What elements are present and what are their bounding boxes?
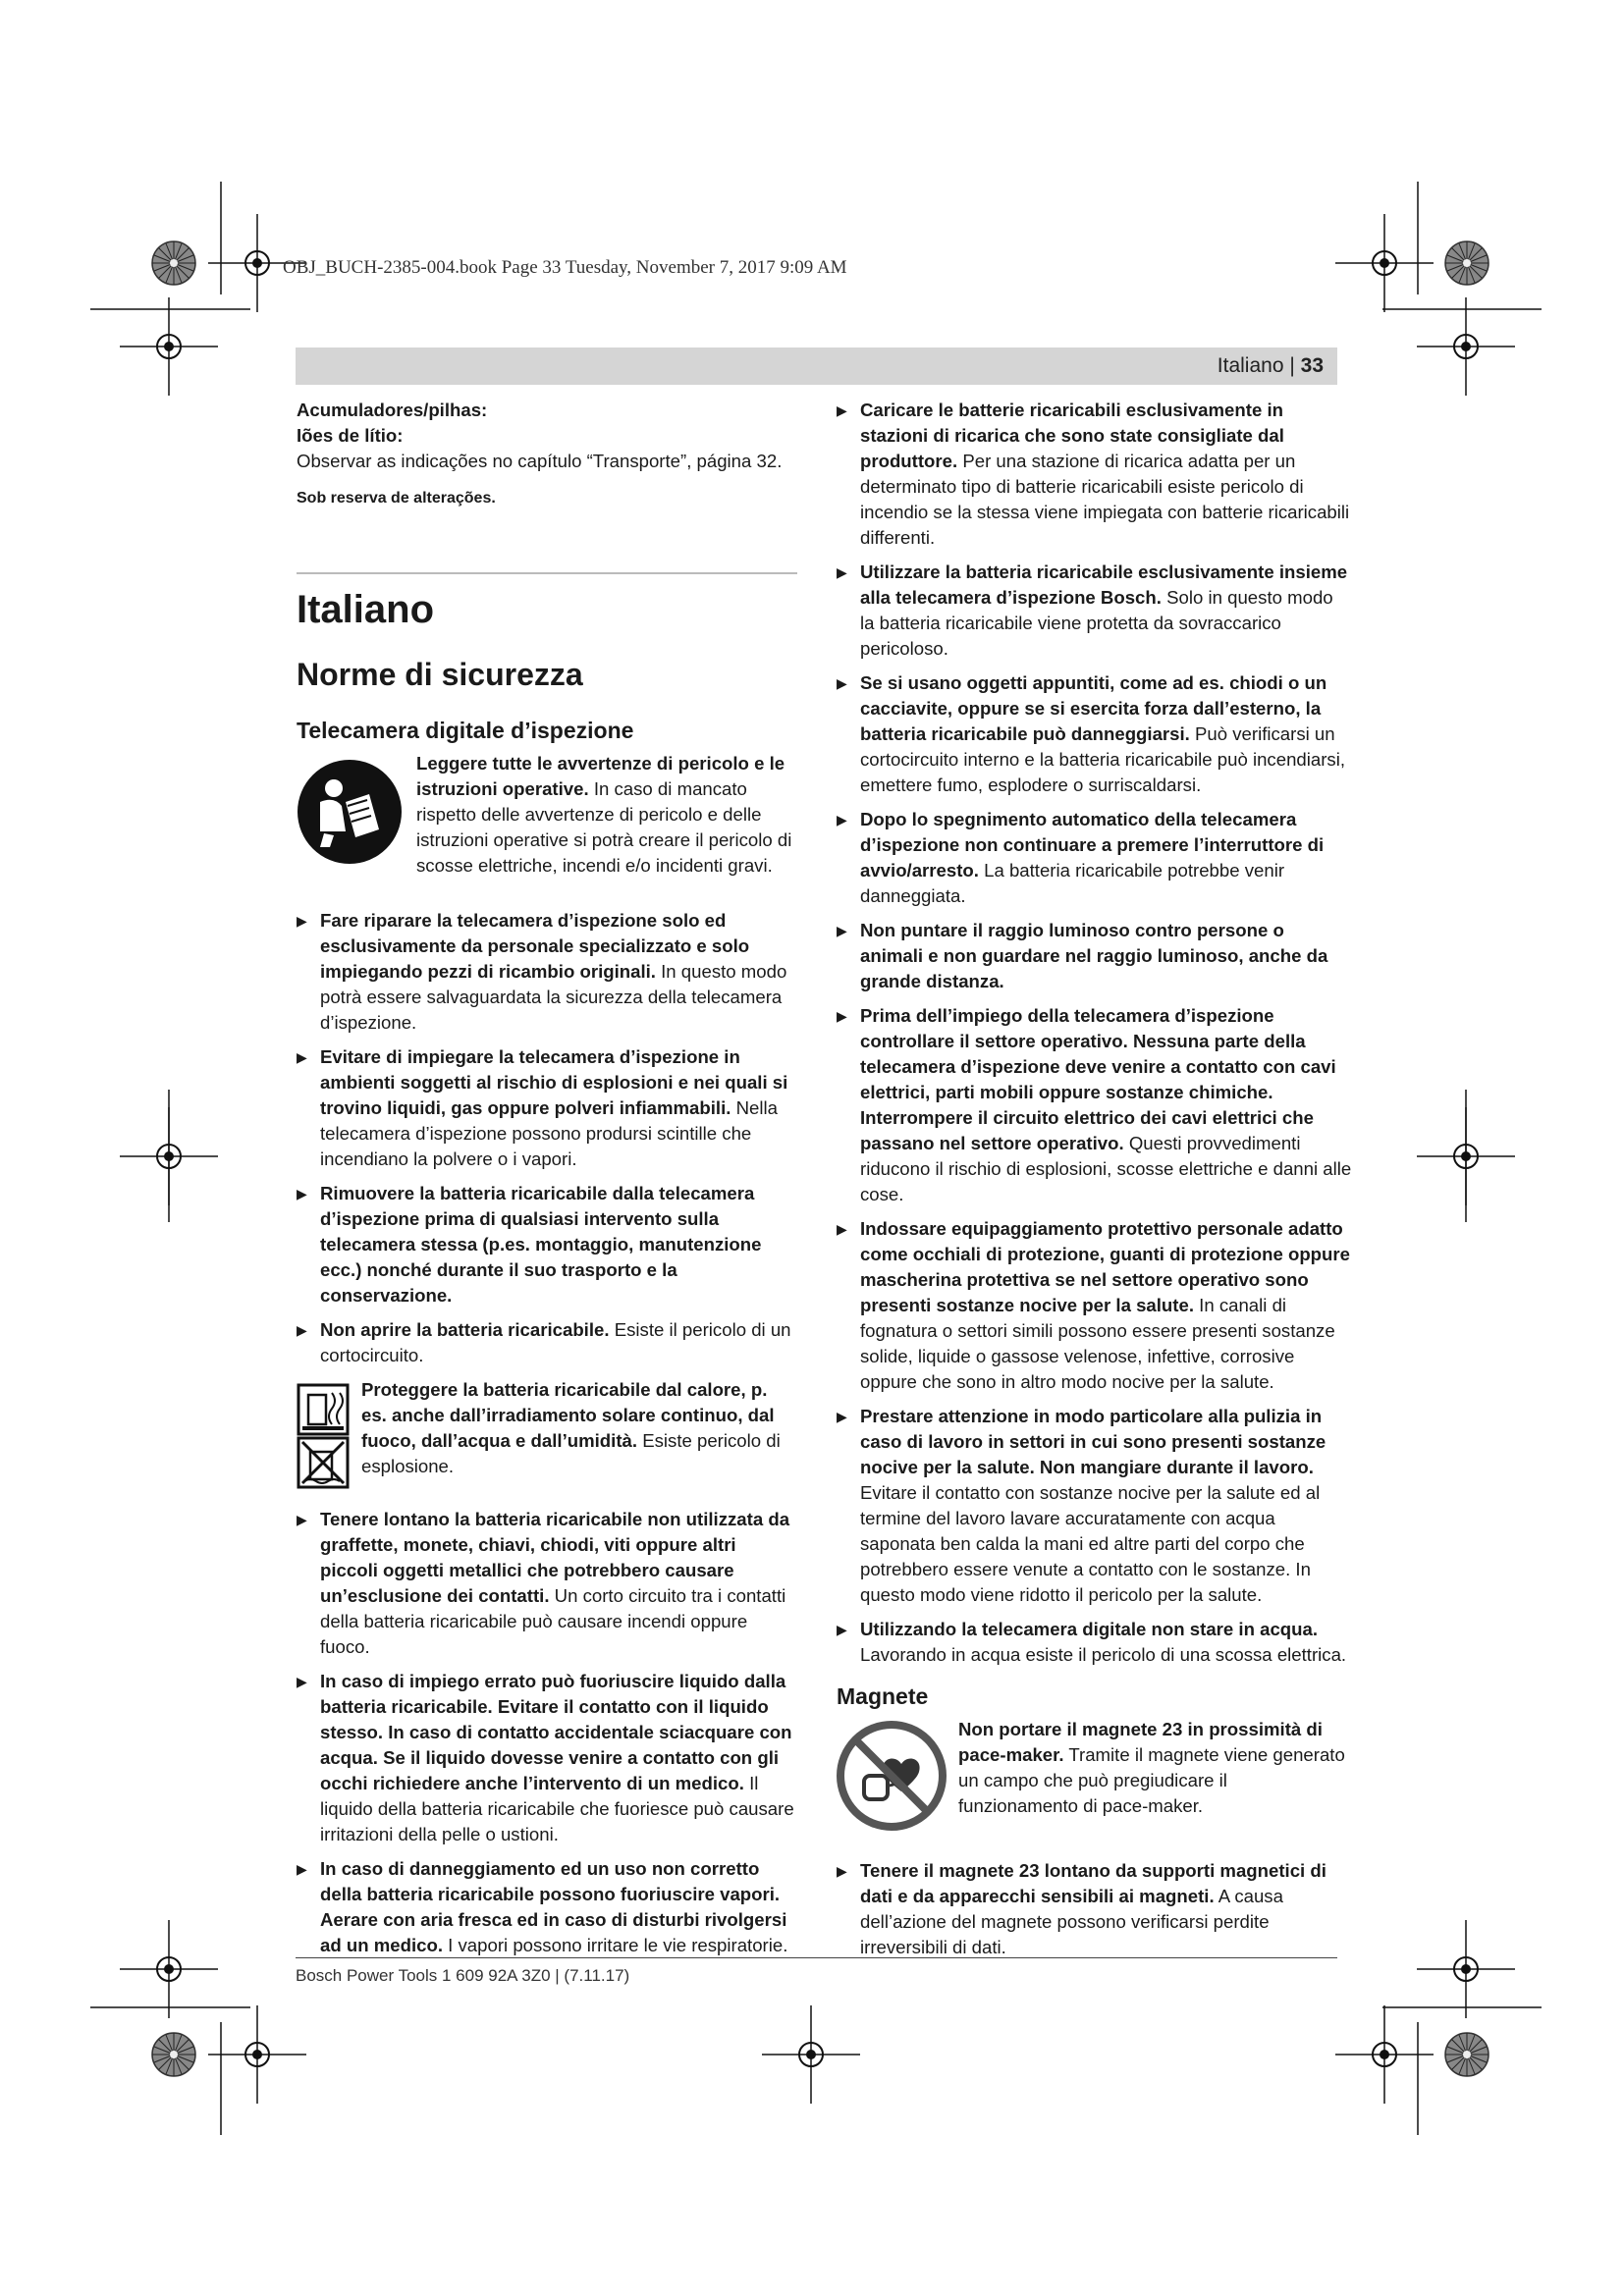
- list-item: [837, 1404, 1352, 1608]
- heat-warning-text: [361, 1377, 797, 1479]
- section-divider: [297, 572, 797, 574]
- item-bold: Prestare attenzione in modo particolare alla pulizia in caso di lavoro in settori in cui sono presenti sostanze nocive per la salute. Non mangiare durante il lavoro.: [860, 1406, 1326, 1477]
- prev-label-1: Acumuladores/pilhas:: [297, 400, 488, 420]
- item-text: La batteria ricaricabile potrebbe venir danneggiata.: [860, 860, 1285, 906]
- list-item: [297, 1856, 797, 1958]
- section-title: Norme di sicurezza: [297, 657, 583, 692]
- bullet-triangle-icon: ▶: [837, 1622, 847, 1637]
- pacemaker-rest: Tramite il magnete viene generato un campo che può pregiudicare il funzionamento di pace-maker.: [958, 1744, 1345, 1816]
- bullet-triangle-icon: ▶: [837, 402, 847, 418]
- item-bold: Evitare di impiegare la telecamera d’ispezione in ambienti soggetti al rischio di esplosioni e nei quali si trovino liquidi, gas oppure polveri infiammabili.: [320, 1046, 788, 1118]
- left-column: [297, 398, 797, 1967]
- read-manual-icon: [297, 759, 403, 865]
- item-text: Nella telecamera d’ispezione possono prodursi scintille che incendiano la polvere o i vapori.: [320, 1097, 778, 1169]
- heat-sun-icon: [298, 1385, 348, 1434]
- read-manual-warning: [297, 751, 797, 898]
- item-text: A causa dell’azione del magnete possono verificarsi perdite irreversibili di dati.: [860, 1886, 1283, 1957]
- item-bold: Non puntare il raggio luminoso contro persone o animali e non guardare nel raggio luminoso, anche da grande distanza.: [860, 920, 1328, 991]
- item-bold: Se si usano oggetti appuntiti, come ad es. chiodi o un cacciavite, oppure se si esercita forza dall’esterno, la batteria ricaricabile può danneggiarsi.: [860, 672, 1327, 744]
- item-text: Evitare il contatto con sostanze nocive per la salute ed al termine del lavoro lavare accuratamente con acqua saponata ben calda la mani ed altre parti del corpo che potrebbero essere venute a contatto con le sostanze. In questo modo viene ridotto il pericolo per la salute.: [860, 1482, 1321, 1605]
- list-item: [837, 807, 1352, 909]
- bullet-triangle-icon: ▶: [837, 1221, 847, 1237]
- bullet-triangle-icon: ▶: [297, 1674, 307, 1689]
- bullet-triangle-icon: ▶: [837, 675, 847, 691]
- item-bold: Caricare le batterie ricaricabili esclusivamente in stazioni di ricarica che sono state consigliate dal produttore.: [860, 400, 1284, 471]
- header-text: [1218, 354, 1324, 378]
- magnet-title: Magnete: [837, 1683, 929, 1709]
- item-text: Solo in questo modo la batteria ricaricabile viene protetta da sovraccarico pericoloso.: [860, 587, 1333, 659]
- item-text: Un corto circuito tra i contatti della batteria ricaricabile può causare incendi oppure fuoco.: [320, 1585, 786, 1657]
- header-language: Italiano: [1217, 354, 1284, 377]
- heat-warning-rest: Esiste pericolo di esplosione.: [361, 1430, 781, 1476]
- list-item: [837, 560, 1352, 662]
- header-separator: |: [1283, 354, 1301, 377]
- footer-divider: [296, 1957, 1337, 1958]
- item-bold: Non aprire la batteria ricaricabile.: [320, 1319, 610, 1340]
- footer-text: Bosch Power Tools 1 609 92A 3Z0 | (7.11.17): [296, 1966, 630, 1985]
- list-item: [297, 1044, 797, 1172]
- bullet-triangle-icon: ▶: [837, 1008, 847, 1024]
- item-bold: In caso di impiego errato può fuoriuscire liquido dalla batteria ricaricabile. Evitare il contatto con il liquido stesso. In caso di contatto accidentale sciacquare con acqua. Se il liquido dovesse venire a contatto con gli occhi richiedere anche l’intervento di un medico.: [320, 1671, 792, 1793]
- item-bold: Utilizzando la telecamera digitale non stare in acqua.: [860, 1619, 1319, 1639]
- item-text: Può verificarsi un cortocircuito interno e la batteria ricaricabile può incendiarsi, emettere fumo, esplodere o surriscaldarsi.: [860, 723, 1346, 795]
- item-bold: Utilizzare la batteria ricaricabile esclusivamente insieme alla telecamera d’ispezione Bosch.: [860, 561, 1348, 608]
- bullet-triangle-icon: ▶: [297, 1512, 307, 1527]
- item-bold: In caso di danneggiamento ed un uso non corretto della batteria ricaricabile possono fuoriuscire vapori. Aerare con aria fresca ed in caso di disturbi rivolgersi ad un medico.: [320, 1858, 787, 1955]
- no-water-icon: [298, 1438, 348, 1487]
- language-title: Italiano: [297, 588, 435, 631]
- item-text: Il liquido della batteria ricaricabile che fuoriesce può causare irritazioni della pelle o ustioni.: [320, 1773, 794, 1844]
- item-bold: Dopo lo spegnimento automatico della telecamera d’ispezione non continuare a premere l’interruttore di avvio/arresto.: [860, 809, 1325, 881]
- bullet-triangle-icon: ▶: [297, 1186, 307, 1201]
- reserve-note: Sob reserva de alterações.: [297, 490, 496, 507]
- bullet-triangle-icon: ▶: [297, 913, 307, 929]
- pacemaker-warning: [837, 1717, 1352, 1844]
- list-item: [837, 1858, 1352, 1960]
- subsection-title: Telecamera digitale d’ispezione: [297, 718, 634, 743]
- item-bold: Tenere lontano la batteria ricaricabile non utilizzata da graffette, monete, chiavi, chiodi, viti oppure altri piccoli oggetti metallici che potrebbero causare un’esclusione dei contatti.: [320, 1509, 790, 1606]
- bullet-triangle-icon: ▶: [837, 1863, 847, 1879]
- read-manual-bold: Leggere tutte le avvertenze di pericolo e le istruzioni operative.: [416, 753, 785, 799]
- item-bold: Tenere il magnete 23 lontano da supporti magnetici di dati e da apparecchi sensibili ai magneti.: [860, 1860, 1326, 1906]
- item-text: In canali di fognatura o settori simili possono essere presenti sostanze solide, liquide o gassose velenose, infettive, corrosive oppure che sono in altro modo nocive per la salute.: [860, 1295, 1335, 1392]
- print-slug: OBJ_BUCH-2385-004.book Page 33 Tuesday, November 7, 2017 9:09 AM: [283, 257, 847, 278]
- list-item: [837, 1216, 1352, 1395]
- bullet-triangle-icon: ▶: [297, 1049, 307, 1065]
- list-item: [297, 1181, 797, 1308]
- item-bold: Fare riparare la telecamera d’ispezione solo ed esclusivamente da personale specializzato e solo impiegando pezzi di ricambio originali.: [320, 910, 750, 982]
- heat-water-icons: [297, 1383, 352, 1489]
- list-item: [837, 918, 1352, 994]
- item-bold: Prima dell’impiego della telecamera d’ispezione controllare il settore operativo. Nessuna parte della telecamera d’ispezione deve venire a contatto con cavi elettrici, parti mobili oppure sostanze chimiche. Interrompere il circuito elettrico dei cavi elettrici che passano nel settore operativo.: [860, 1005, 1336, 1153]
- read-manual-text: [416, 751, 797, 879]
- pacemaker-warning-text: [958, 1717, 1352, 1819]
- bullet-triangle-icon: ▶: [837, 923, 847, 938]
- right-column: [837, 398, 1352, 1969]
- bullet-triangle-icon: ▶: [297, 1861, 307, 1877]
- list-item: [837, 1003, 1352, 1207]
- list-item: [837, 1617, 1352, 1668]
- item-text: Esiste il pericolo di un cortocircuito.: [320, 1319, 791, 1365]
- no-pacemaker-icon: [837, 1721, 947, 1831]
- heat-warning: [297, 1377, 797, 1495]
- item-bold: Rimuovere la batteria ricaricabile dalla telecamera d’ispezione prima di qualsiasi intervento sulla telecamera stessa (p.es. montaggio, manutenzione ecc.) nonché durante il suo trasporto e la conservazione.: [320, 1183, 762, 1306]
- bullet-triangle-icon: ▶: [837, 812, 847, 828]
- item-text: Questi provvedimenti riducono il rischio di esplosioni, scosse elettriche e danni alle cose.: [860, 1133, 1352, 1204]
- list-item: [297, 1317, 797, 1368]
- pacemaker-bold: Non portare il magnete 23 in prossimità di pace-maker.: [958, 1719, 1323, 1765]
- list-item: [297, 1507, 797, 1660]
- list-item: [297, 908, 797, 1036]
- prev-text: Observar as indicações no capítulo “Transporte”, página 32.: [297, 451, 783, 471]
- prev-label-2: Iões de lítio:: [297, 425, 404, 446]
- item-text: In questo modo potrà essere salvaguardata la sicurezza della telecamera d’ispezione.: [320, 961, 787, 1033]
- running-header: [296, 347, 1337, 385]
- heat-warning-bold: Proteggere la batteria ricaricabile dal calore, p. es. anche dall’irradiamento solare continuo, dal fuoco, dall’acqua e dall’umidità.: [361, 1379, 775, 1451]
- read-manual-rest: In caso di mancato rispetto delle avvertenze di pericolo e delle istruzioni operative si potrà creare il pericolo di scosse elettriche, incendi e/o incidenti gravi.: [416, 778, 792, 876]
- bullet-triangle-icon: ▶: [297, 1322, 307, 1338]
- list-item: [837, 670, 1352, 798]
- item-text: Lavorando in acqua esiste il pericolo di una scossa elettrica.: [860, 1644, 1347, 1665]
- bullet-triangle-icon: ▶: [837, 1409, 847, 1424]
- page-number: 33: [1300, 354, 1324, 377]
- item-text: I vapori possono irritare le vie respiratorie.: [443, 1935, 788, 1955]
- list-item: [837, 398, 1352, 551]
- item-text: Per una stazione di ricarica adatta per un determinato tipo di batterie ricaricabili esiste pericolo di incendio se la stessa viene impiegata con batterie ricaricabili differenti.: [860, 451, 1350, 548]
- list-item: [297, 1669, 797, 1847]
- item-bold: Indossare equipaggiamento protettivo personale adatto come occhiali di protezione, guanti di protezione oppure mascherina protettiva se nel settore operativo sono presenti sostanze nocive per la salute.: [860, 1218, 1350, 1315]
- bullet-triangle-icon: ▶: [837, 564, 847, 580]
